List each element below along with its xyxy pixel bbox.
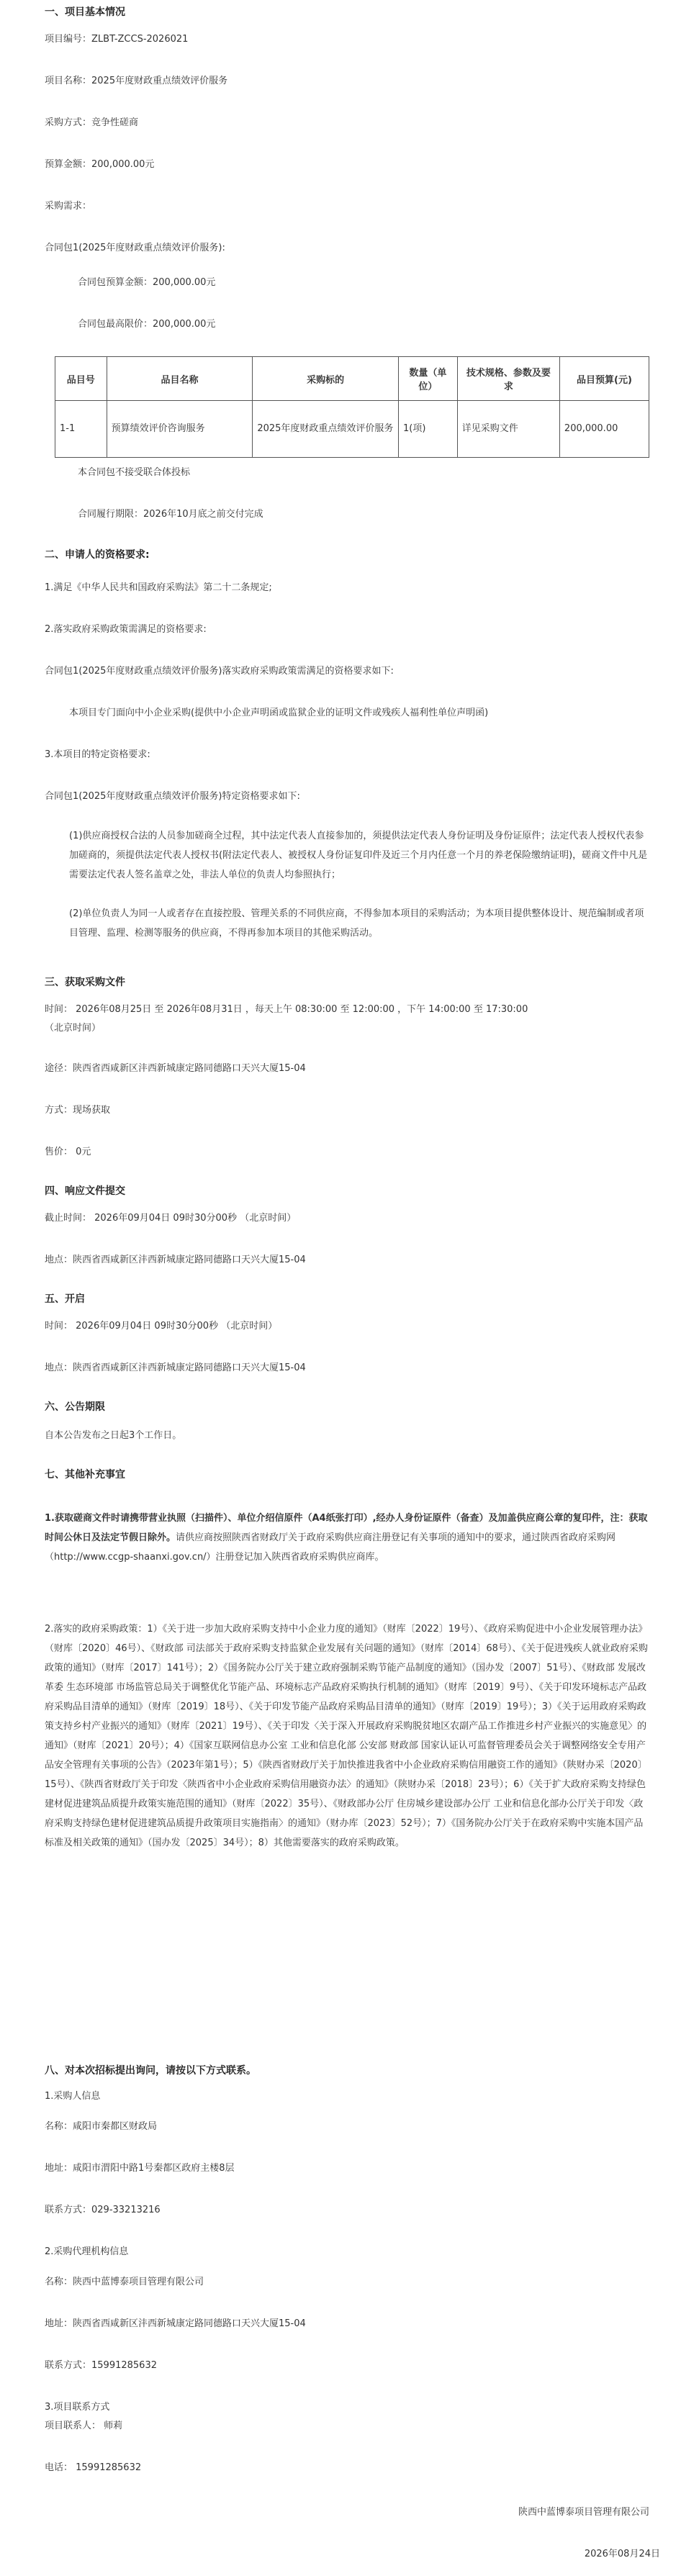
opening-place: 地点：陕西省西咸新区沣西新城康定路同德路口天兴大厦15-04 [45, 1362, 306, 1373]
policy-package-line: 合同包1(2025年度财政重点绩效评价服务)落实政府采购政策需满足的资格要求如下: [45, 666, 394, 677]
sme-requirement: 本项目专门面向中小企业采购(提供中小企业声明函或监狱企业的证明文件或残疾人福利性单位声明函) [69, 708, 489, 718]
section-heading-submission: 四、响应文件提交 [45, 1185, 125, 1197]
table-cell: 200,000.00 [559, 401, 649, 458]
purchaser-phone: 联系方式：029-33213216 [45, 2205, 161, 2215]
supplementary-item-2-policies: 2.落实的政府采购政策：1）《关于进一步加大政府采购支持中小企业力度的通知》（财库〔2022〕19号）、《政府采购促进中小企业发展管理办法》（财库〔2020〕46号）、《财政部 司法部关于政府采购支持监狱企业发展有关问题的通知》（财库〔2014〕68号）、《关于促进残疾人就业政府采购政策的通知》（财库〔2017〕141号）；2）《国务院办公厅关于建立政府强制采购节能产品制度的通知》（国办发〔2007〕51号）、《财政部 发展改革委 生态环境部 市场监管总局关于调整优化节能产品、环境标志产品政府采购执行机制的通知》（财库〔2019〕9号）、《关于印发环境标志产品政府采购品目清单的通知》（财库〔2019〕18号）、《关于印发节能产品政府采购品目清单的通知》（财库〔2019〕19号）；3）《关于运用政府采购政策支持乡村产业振兴的通知》（财库〔2021〕19号）、《关于印发〈关于深入开展政府采购脱贫地区农副产品工作推进乡村产业振兴的实施意见〉的通知》（财库〔2021〕20号）；4）《国家互联网信息办公室 工业和信息化部 公安部 财政部 国家认证认可监督管理委员会关于调整网络安全专用产品安全管理有关事项的公告》（2023年第1号）；5）《陕西省财政厅关于加快推进我省中小企业政府采购信用融资工作的通知》（陕财办采〔2020〕15号）、《陕西省财政厅关于印发〈陕西省中小企业政府采购信用融资办法〉的通知》（陕财办采〔2018〕23号）；6）《关于扩大政府采购支持绿色建材促进建筑品质提升政策实施范围的通知》（财库〔2022〕35号）、《财政部办公厅 住房城乡建设部办公厅 工业和信息化部办公厅关于印发〈政府采购支持绿色建材促进建筑品质提升政策项目实施指南〉的通知》（财办库〔2023〕52号）；7）《国务院办公厅关于在政府采购中实施本国产品标准及相关政策的通知》（国办发〔2025〕34号）；8）其他需要落实的政府采购政策。 [45, 1624, 648, 1848]
table-cell: 2025年度财政重点绩效评价服务 [253, 401, 399, 458]
table-row [55, 401, 649, 458]
agency-name: 名称：陕西中蓝博泰项目管理有限公司 [45, 2277, 204, 2287]
section-heading-supplementary: 七、其他补充事宜 [45, 1469, 125, 1481]
agency-info-title: 2.采购代理机构信息 [45, 2246, 129, 2257]
procurement-method: 采购方式：竞争性磋商 [45, 117, 139, 128]
section-heading-contact: 八、对本次招标提出询问，请按以下方式联系。 [45, 2065, 256, 2076]
project-name: 项目名称：2025年度财政重点绩效评价服务 [45, 76, 228, 86]
qualification-item-1: 1.满足《中华人民共和国政府采购法》第二十二条规定; [45, 582, 272, 593]
opening-time: 时间： 2026年09月04日 09时30分00秒 （北京时间） [45, 1321, 278, 1332]
table-header-cell: 数量（单位） [399, 357, 458, 401]
no-consortium-note: 本合同包不接受联合体投标 [78, 467, 191, 478]
section-heading-opening: 五、开启 [45, 1293, 85, 1305]
project-contact-title: 3.项目联系方式 [45, 2402, 110, 2413]
announcement-period: 自本公告发布之日起3个工作日。 [45, 1430, 182, 1441]
table-header-row [55, 357, 649, 401]
supplementary-item-1-rest: 请供应商按照陕西省财政厅关于政府采购供应商注册登记有关事项的通知中的要求，通过陕西省政府采购网（http://www.ccgp-shaanxi.gov.cn/）注册登记加入陕西省政府采购供应商库。 [45, 1532, 616, 1563]
specific-requirement-2: (2)单位负责人为同一人或者存在直接控股、管理关系的不同供应商，不得参加本项目的采购活动；为本项目提供整体设计、规范编制或者项目管理、监理、检测等服务的供应商，不得再参加本项目的其他采购活动。 [69, 908, 644, 939]
document-price: 售价： 0元 [45, 1147, 91, 1157]
section-heading-get-documents: 三、获取采购文件 [45, 977, 125, 988]
table-header-cell: 技术规格、参数及要求 [457, 357, 559, 401]
table-cell: 预算绩效评价咨询服务 [107, 401, 253, 458]
table-cell: 1(项) [399, 401, 458, 458]
table-cell: 1-1 [55, 401, 107, 458]
section-heading-qualifications: 二、申请人的资格要求: [45, 549, 150, 561]
qualification-item-2: 2.落实政府采购政策需满足的资格要求: [45, 624, 207, 635]
qualification-item-3: 3.本项目的特定资格要求: [45, 749, 150, 760]
package-budget: 合同包预算金额：200,000.00元 [78, 277, 216, 288]
document-time: 时间： 2026年08月25日 至 2026年08月31日 ，每天上午 08:30:00 至 12:00:00 ，下午 14:00:00 至 17:30:00 [45, 1004, 528, 1015]
supplementary-item-1-bold: 1.获取磋商文件时请携带营业执照（扫描件）、单位介绍信原件（A4纸张打印）,经办人身份证原件（备查）及加盖供应商公章的复印件，注：获取时间公休日及法定节假日除外。 [45, 1513, 648, 1543]
document-time-zone: （北京时间） [45, 1023, 102, 1034]
specific-requirement-1: (1)供应商授权合法的人员参加磋商全过程，其中法定代表人直接参加的，须提供法定代表人身份证明及身份证原件；法定代表人授权代表参加磋商的，须提供法定代表人授权书(附法定代表人、被授权人身份证复印件及近三个月内任意一个月的养老保险缴纳证明)，磋商文件中凡是需要法定代表人签名盖章之处，非法人单位的负责人均参照执行； [69, 831, 648, 880]
table-header-cell: 品目名称 [107, 357, 253, 401]
project-number: 项目编号：ZLBT-ZCCS-2026021 [45, 34, 189, 45]
table-header-cell: 品目号 [55, 357, 107, 401]
table-header-cell: 采购标的 [253, 357, 399, 401]
document-method: 方式：现场获取 [45, 1105, 111, 1116]
table-cell: 详见采购文件 [457, 401, 559, 458]
signing-organization: 陕西中蓝博泰项目管理有限公司 [518, 2507, 649, 2518]
package-max-price: 合同包最高限价：200,000.00元 [78, 319, 216, 330]
section-heading-basic-info: 一、项目基本情况 [45, 6, 125, 18]
submission-deadline: 截止时间： 2026年09月04日 09时30分00秒 （北京时间） [45, 1213, 297, 1224]
requirements-table [55, 356, 649, 458]
procurement-need-label: 采购需求： [45, 201, 92, 212]
supplementary-item-1 [45, 1509, 652, 1567]
section-heading-period: 六、公告期限 [45, 1401, 105, 1413]
project-contact-person: 项目联系人： 师莉 [45, 2421, 123, 2431]
table-header-cell: 品目预算(元) [559, 357, 649, 401]
signing-date: 2026年08月24日 [584, 2549, 660, 2559]
specific-package-line: 合同包1(2025年度财政重点绩效评价服务)特定资格要求如下: [45, 791, 300, 802]
project-contact-phone: 电话： 15991285632 [45, 2462, 142, 2473]
contract-package-title: 合同包1(2025年度财政重点绩效评价服务): [45, 243, 225, 253]
budget-amount: 预算金额：200,000.00元 [45, 159, 155, 170]
contract-period: 合同履行期限：2026年10月底之前交付完成 [78, 509, 263, 520]
agency-phone: 联系方式：15991285632 [45, 2360, 157, 2371]
submission-place: 地点：陕西省西咸新区沣西新城康定路同德路口天兴大厦15-04 [45, 1255, 306, 1265]
agency-address: 地址：陕西省西咸新区沣西新城康定路同德路口天兴大厦15-04 [45, 2318, 306, 2329]
document-place: 途径：陕西省西咸新区沣西新城康定路同德路口天兴大厦15-04 [45, 1063, 306, 1074]
purchaser-address: 地址：咸阳市渭阳中路1号秦都区政府主楼8层 [45, 2163, 235, 2174]
purchaser-info-title: 1.采购人信息 [45, 2091, 101, 2102]
purchaser-name: 名称：咸阳市秦都区财政局 [45, 2121, 158, 2132]
